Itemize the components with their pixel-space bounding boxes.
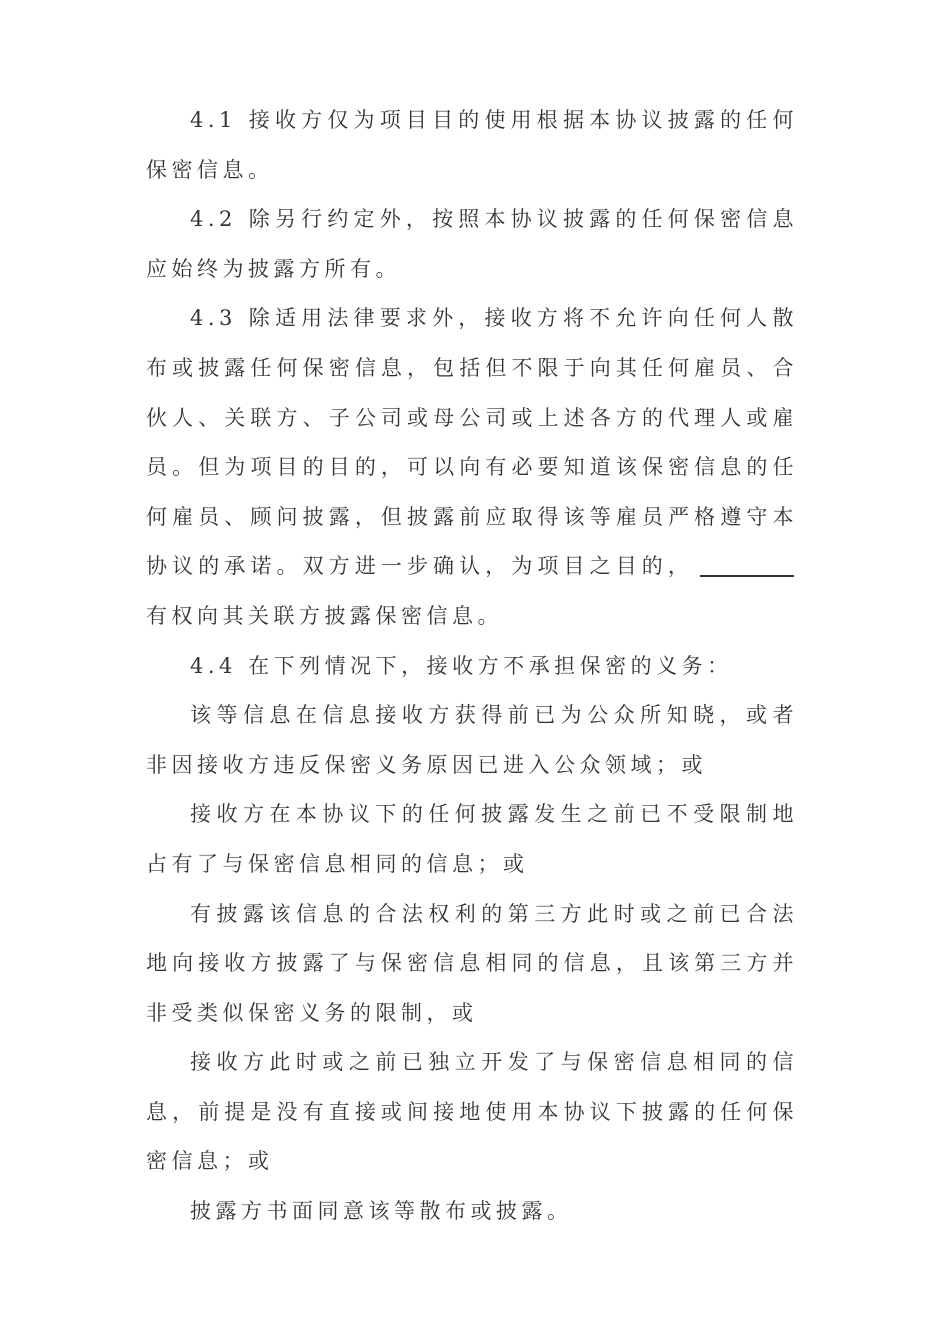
- blank-fill-line[interactable]: [700, 553, 794, 577]
- clause-4-3-text: 4.3 除适用法律要求外，接收方将不允许向任何人散布或披露任何保密信息，包括但不限于向其任何雇员、合伙人、关联方、子公司或母公司或上述各方的代理人或雇员。但为项目的目的，可以向有必要知道该保密信息的任何雇员、顾问披露，但披露前应取得该等雇员严格遵守本协议的承诺。双方进一步确认，为项目之目的，: [146, 306, 798, 579]
- exception-5: 披露方书面同意该等散布或披露。: [190, 1199, 573, 1224]
- exception-1: 该等信息在信息接收方获得前已为公众所知晓，或者非因接收方违反保密义务原因已进入公众领域；或: [146, 703, 798, 777]
- clause-4-1: 4.1 接收方仅为项目目的使用根据本协议披露的任何保密信息。: [146, 108, 798, 182]
- clause-4-2: 4.2 除另行约定外，按照本协议披露的任何保密信息应始终为披露方所有。: [146, 207, 798, 281]
- document-body: [146, 96, 798, 1237]
- exception-2: 接收方在本协议下的任何披露发生之前已不受限制地占有了与保密信息相同的信息；或: [146, 802, 798, 876]
- clause-4-4: 4.4 在下列情况下，接收方不承担保密的义务：: [190, 653, 733, 678]
- clause-4-3: [146, 294, 798, 641]
- exception-4: 接收方此时或之前已独立开发了与保密信息相同的信息，前提是没有直接或间接地使用本协议下披露的任何保密信息；或: [146, 1050, 798, 1174]
- exception-3: 有披露该信息的合法权利的第三方此时或之前已合法地向接收方披露了与保密信息相同的信息，且该第三方并非受类似保密义务的限制，或: [146, 901, 798, 1025]
- clause-4-3-text-end: 有权向其关联方披露保密信息。: [146, 603, 503, 628]
